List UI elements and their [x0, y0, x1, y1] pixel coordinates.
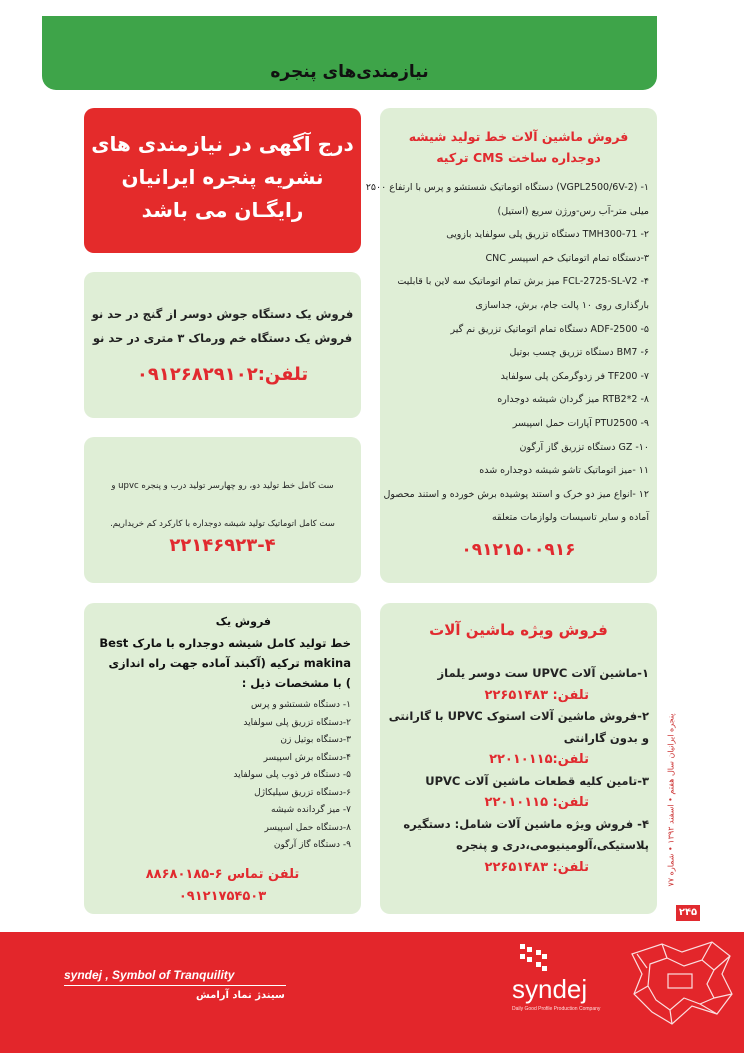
special-sale-phone: تلفن: ۲۲۶۵۱۴۸۳: [484, 859, 589, 875]
free-ad-card: [84, 108, 361, 253]
cms-ad-item: ۵- ADF-2500 دستگاه تمام اتوماتیک تزریق نم گیر: [450, 323, 649, 335]
issue-info-side-text: [652, 700, 690, 900]
free-ad-line: نشریه پنجره ایرانیان: [121, 165, 324, 189]
cms-ad-item: ۶- BM7 دستگاه تزریق چسب بوتیل: [509, 347, 649, 359]
cms-ad-item: ۱- (VGPL2500/6V-2) دستگاه اتوماتیک شستشو و پرس با ارتفاع ۲۵۰۰: [365, 182, 649, 193]
line-sale-intro: makina ترکیه (آکبند آماده جهت راه اندازی: [108, 656, 351, 670]
line-sale-item: ۶-دستگاه تزریق سیلیکاژل: [254, 787, 351, 798]
special-sale-phone: تلفن: ۲۲۶۵۱۴۸۳: [484, 687, 589, 703]
line-sale-item: ۷- میز گردانده شیشه: [271, 805, 351, 815]
line-sale-item: ۱- دستگاه شستشو و پرس: [251, 700, 351, 710]
line-sale-card: [84, 603, 361, 914]
page-title: نیازمندی‌های پنجره: [270, 62, 429, 82]
footer-logo-subtitle: Daily Good Profile Production Company: [512, 1006, 601, 1012]
cms-ad-item: ۳-دستگاه تمام اتوماتیک خم اسپیسر CNC: [485, 252, 649, 264]
line-sale-item: ۵- دستگاه فر ذوب پلی سولفاید: [233, 770, 351, 780]
free-ad-line: رایگـان می باشد: [141, 198, 304, 222]
line-sale-phone: تلفن تماس ۶-۸۸۶۸۰۱۸۵: [145, 867, 300, 882]
special-sale-card: [380, 603, 657, 914]
special-sale-line: ۱-ماشین آلات UPVC ست دوسر یلماز: [437, 666, 649, 680]
buy-line-ad-line: ست کامل اتوماتیک تولید شیشه دوجداره با کارکرد کم خریداریم.: [110, 519, 335, 529]
line-sale-item: ۴-دستگاه برش اسپیسر: [263, 752, 351, 763]
footer-slogan-divider: [64, 985, 286, 986]
footer-ad-banner: [0, 932, 744, 1053]
special-sale-phone: تلفن: ۲۲۰۱۰۱۱۵: [484, 795, 589, 810]
cms-ad-card: [365, 108, 657, 583]
line-sale-item: ۸-دستگاه حمل اسپیسر: [264, 822, 351, 833]
buy-line-ad-line: ست کامل خط تولید دو، رو چهارسر تولید درب و پنجره upvc و: [111, 481, 334, 491]
cms-ad-item: ۷- TF200 فر زدوگرمکن پلی سولفاید: [500, 370, 649, 382]
cms-ad-phone: ۰۹۱۲۱۵۰۰۹۱۶: [461, 540, 576, 560]
line-sale-item: ۳-دستگاه بوتیل زن: [280, 735, 351, 745]
line-sale-mobile: ۰۹۱۲۱۷۵۴۵۰۳: [178, 889, 267, 904]
special-sale-line: ۴- فروش ویژه ماشین آلات شامل: دستگیره: [403, 816, 649, 831]
cms-ad-item: ۸- 2*RTB2 میز گردان شیشه دوجداره: [497, 394, 649, 406]
page-number: ۲۴۵: [676, 905, 700, 921]
cms-ad-item: ۹- PTU2500 آپارات حمل اسپیسر: [512, 417, 649, 429]
welding-ad-line: فروش یک دستگاه خم ورماک ۳ متری در حد نو: [92, 331, 353, 345]
free-ad-line: درج آگهی در نیازمندی های: [91, 132, 354, 156]
cms-ad-item: آماده و سایر تاسیسات ولوازمات متعلقه: [491, 512, 649, 524]
special-sale-line: ۲-فروش ماشین آلات استوک UPVC با گارانتی: [388, 709, 649, 723]
footer-slogan-en: syndej , Symbol of Tranquility: [64, 968, 235, 982]
welding-ad-line: فروش یک دستگاه جوش دوسر از گنج در حد نو: [91, 307, 354, 321]
cms-ad-item: بارگذاری روی ۱۰ پالت جام، برش، جداسازی: [475, 299, 649, 311]
cms-ad-item: ۱۱ -میز اتوماتیک تاشو شیشه دوجداره شده: [479, 465, 649, 477]
cms-ad-item: میلی متر-آب رس-ورژن سریع (استیل): [497, 205, 649, 217]
cms-ad-item: ۱۰- GZ دستگاه تزریق گاز آرگون: [519, 441, 649, 453]
cms-ad-title: فروش ماشین آلات خط تولید شیشه: [408, 129, 629, 144]
special-sale-line: پلاستیکی،آلومینیومی،دری و پنجره: [456, 838, 649, 852]
special-sale-line: ۳-تامین کلیه قطعات ماشین آلات UPVC: [425, 773, 649, 788]
buy-line-ad-phone: ۲۲۱۴۶۹۲۳-۴: [169, 535, 276, 556]
window-profile-icon: [622, 934, 742, 1034]
cms-ad-item: ۱۲ -انواع میز دو خرک و استند پوشیده برش خورده و استند محصول: [383, 488, 649, 500]
footer-logo-text: syndej: [512, 974, 588, 1004]
special-sale-phone: تلفن:۲۲۰۱۰۱۱۵: [489, 752, 589, 767]
cms-ad-item: ۴- FCL-2725-SL-V2 میز برش تمام اتوماتیک سه لاین با قابلیت: [397, 276, 649, 288]
cms-ad-title: دوجداره ساخت CMS ترکیه: [436, 150, 601, 165]
welding-ad-card: [84, 272, 361, 418]
welding-ad-phone: تلفن:۰۹۱۲۶۸۲۹۱۰۲: [136, 364, 309, 385]
line-sale-item: ۲-دستگاه تزریق پلی سولفاید: [243, 717, 351, 728]
special-sale-line: و بدون گارانتی: [563, 730, 649, 745]
line-sale-heading: فروش یک: [215, 615, 271, 628]
footer-slogan-fa: سیندژ نماد آرامش: [196, 990, 285, 1001]
special-sale-title: فروش ویژه ماشین آلات: [429, 621, 608, 639]
line-sale-item: ۹- دستگاه گاز آرگون: [273, 840, 351, 850]
cms-ad-item: ۲- TMH300-71 دستگاه تزریق پلی سولفاید بازویی: [446, 229, 649, 241]
page-header: [42, 16, 657, 90]
issue-info-text: پنجره ایرانیان سال هفتم • اسفند ۱۳۹۲ • شماره ۷۷: [666, 713, 676, 887]
line-sale-intro: ) با مشخصات ذیل :: [241, 676, 351, 690]
line-sale-intro: خط تولید کامل شیشه دوجداره با مارک Best: [99, 636, 351, 650]
buy-line-ad-card: [84, 437, 361, 583]
